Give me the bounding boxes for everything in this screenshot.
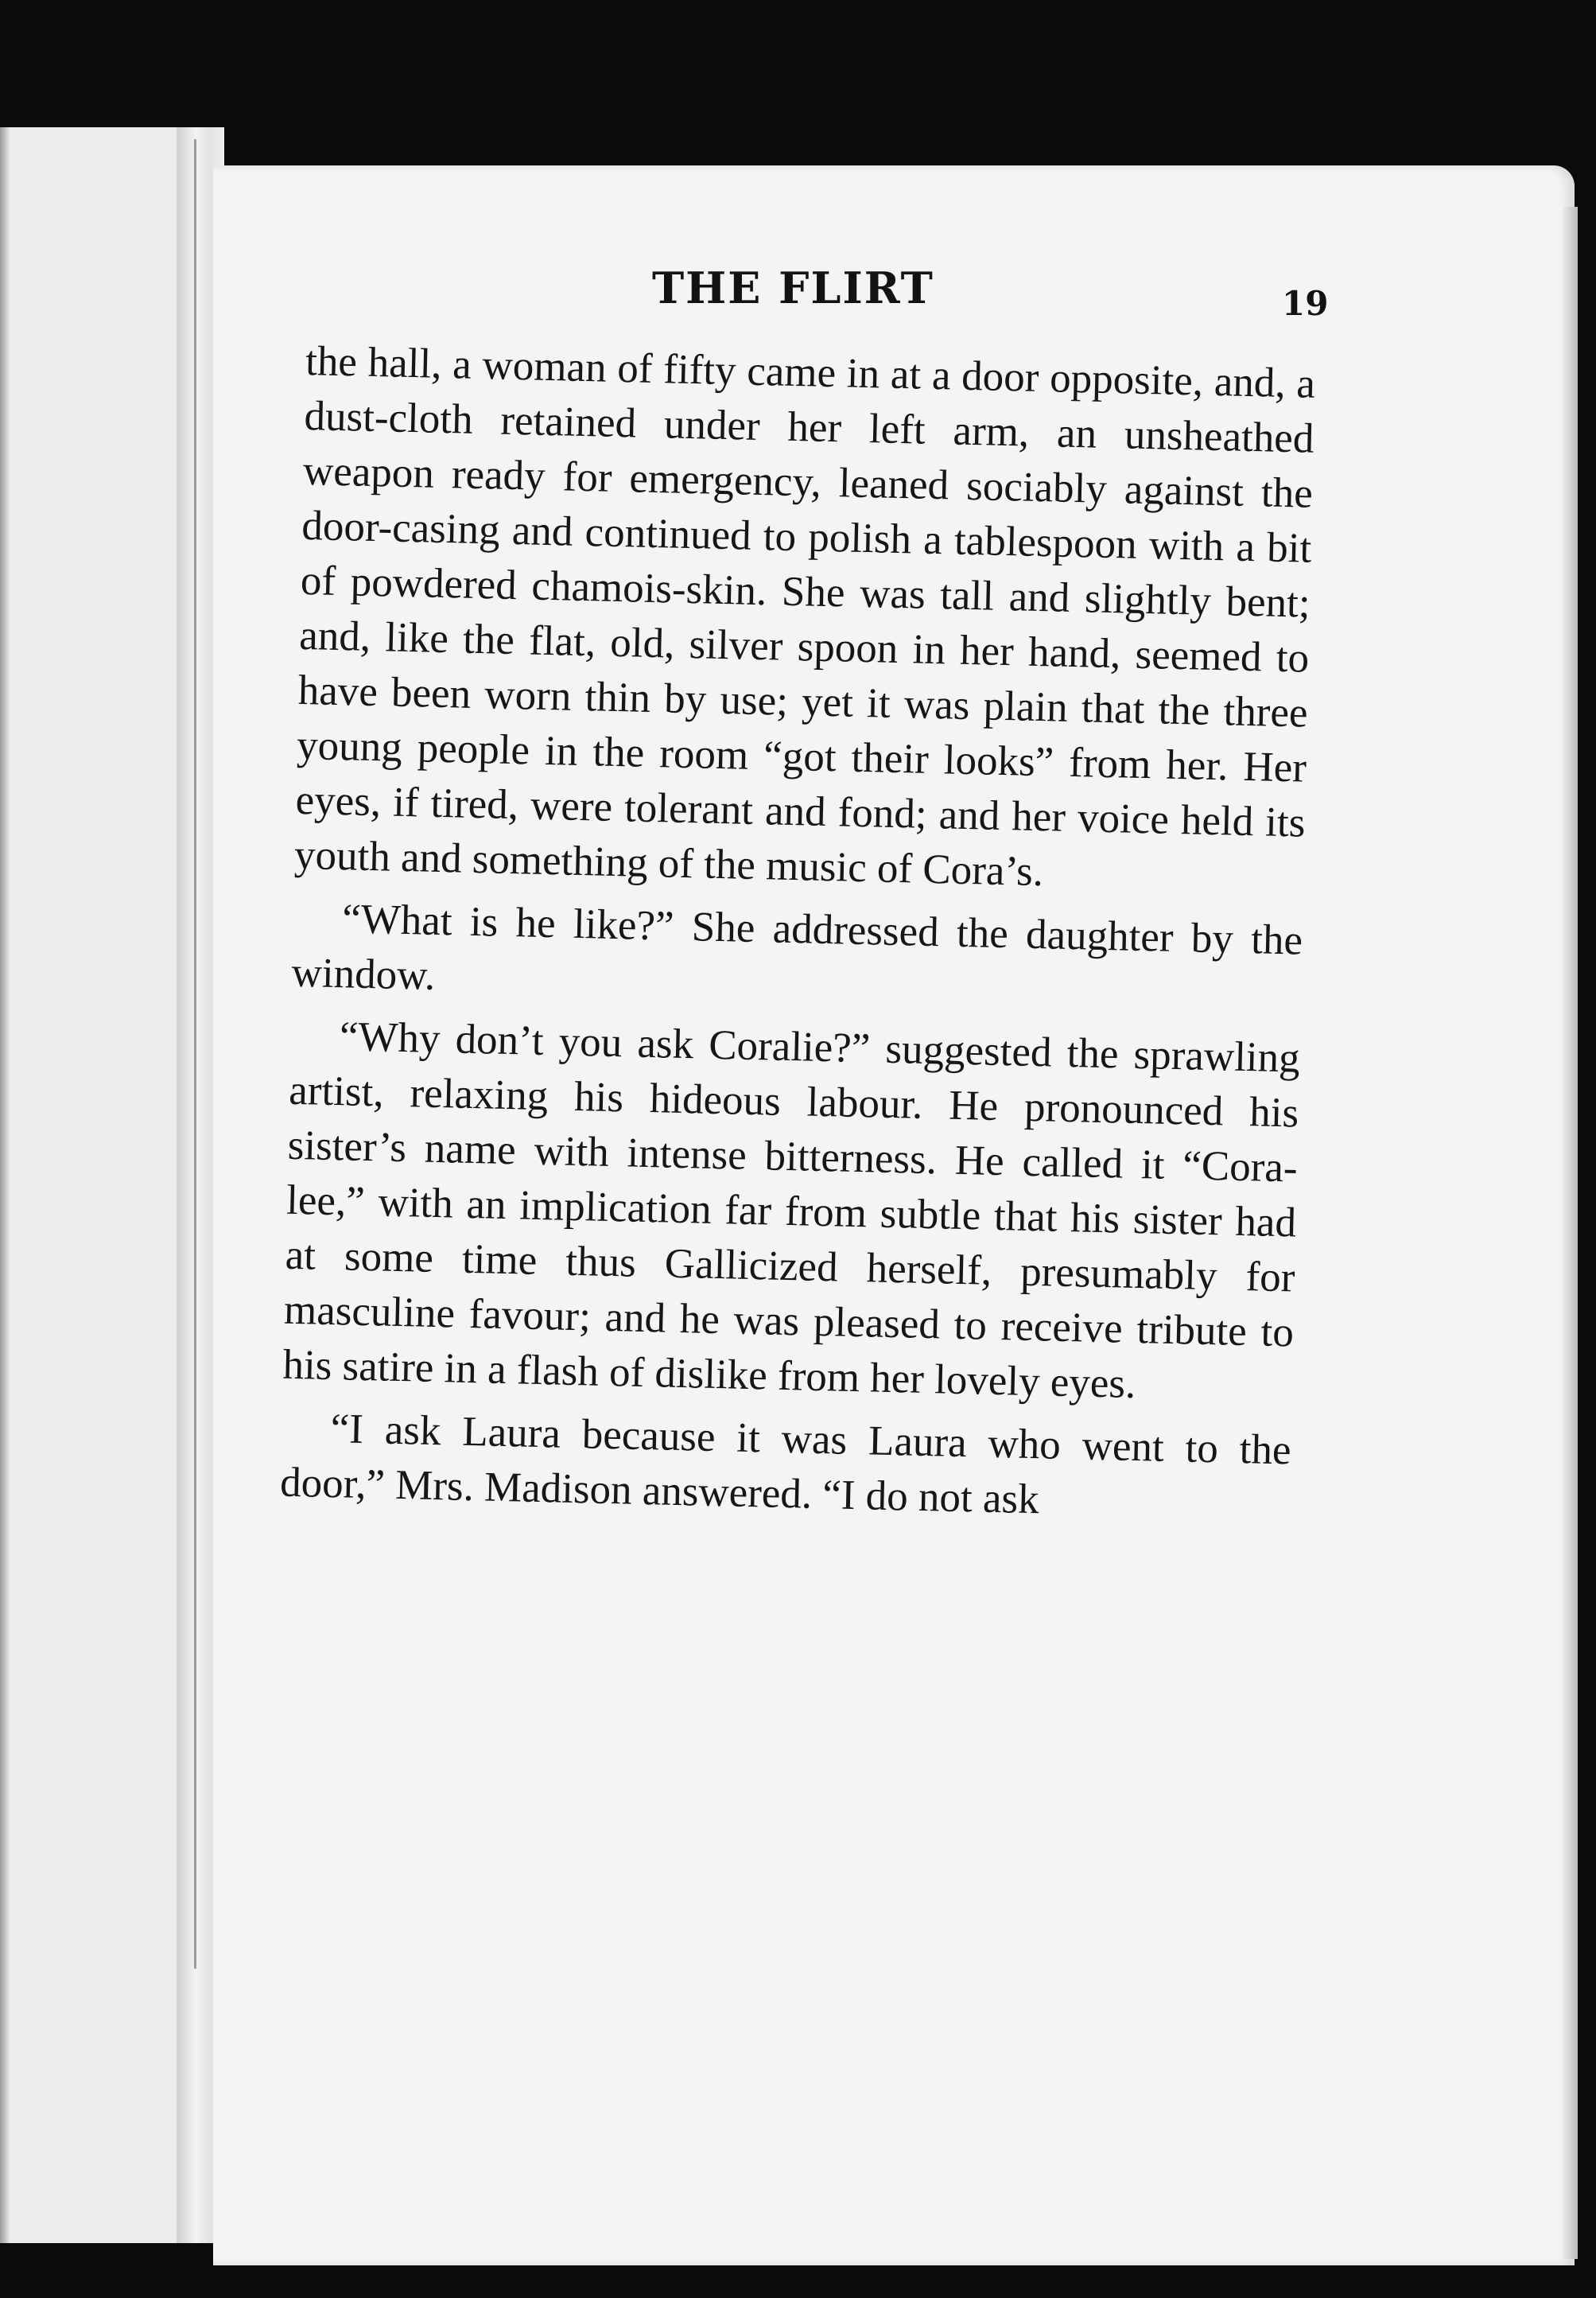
left-page-shadow (0, 127, 10, 2243)
running-head: THE FLIRT (652, 262, 934, 313)
gutter-crease (194, 139, 196, 1969)
page-stack-edge (1563, 207, 1578, 2259)
body-text (279, 334, 1315, 1541)
paragraph: “What is he like?” She addressed the daughter by the window. (291, 896, 1303, 999)
page-number: 19 (1282, 284, 1329, 323)
paragraph: “I ask Laura because it was Laura who went to the door,” Mrs. Madison answered. “I do not ask (279, 1406, 1292, 1523)
paragraph: “Why don’t you ask Coralie?” suggested the sprawling artist, relaxing his hideous labour. He pronounced his sister’s name with intense bitterness. He called it “Cora-lee,” with an implication far from subtle that his sister had at some time thus Gallicized herself, presumably for masculine favour; and he was pleased to receive tribute to his satire in a flash of dislike from her lovely eyes. (282, 1013, 1301, 1408)
paragraph: the hall, a woman of fifty came in at a door opposite, and, a dust-cloth retained under her left arm, an unsheathed weapon ready for emergency, leaned sociably against the door-casing and continued to polish a tablespoon with a bit of powdered chamois-skin. She was tall and slightly bent; and, like the flat, old, silver spoon in her hand, seemed to have been worn thin by use; yet it was plain that the three young people in the room “got their looks” from her. Her eyes, if tired, were tolerant and fond; and her voice held its youth and something of the music of Cora’s. (293, 337, 1316, 896)
